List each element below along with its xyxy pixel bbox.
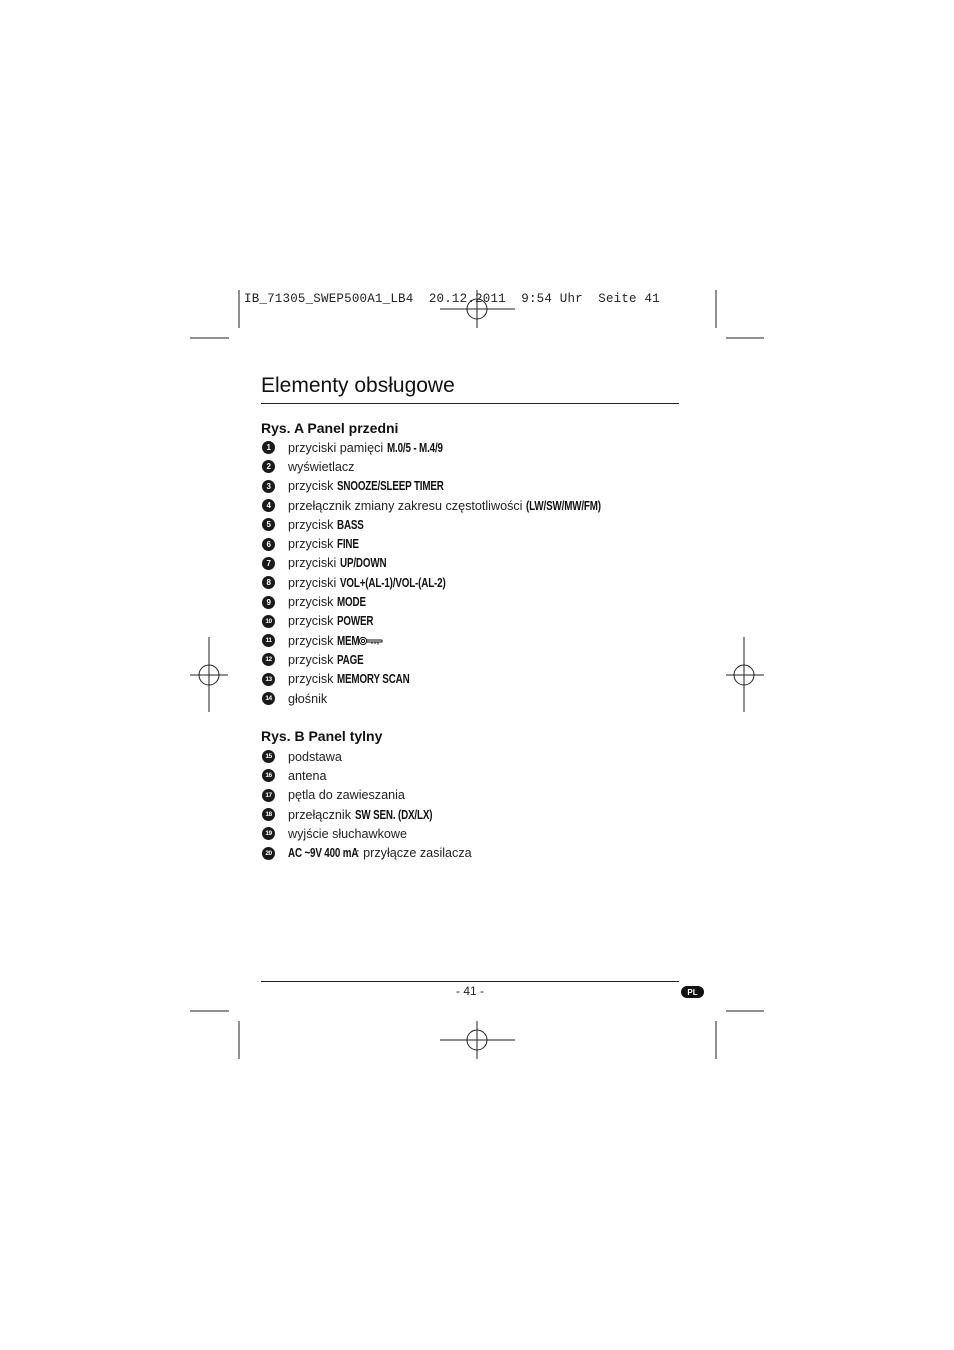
item-number: 10: [262, 615, 275, 628]
item-key-label: MEM: [337, 633, 360, 648]
item-number: 1: [262, 441, 275, 454]
section-heading-front-panel: Rys. A Panel przedni: [261, 420, 399, 436]
item-number: 7: [262, 557, 275, 570]
item-number: 9: [262, 596, 275, 609]
item-number: 17: [262, 789, 275, 802]
item-key-label: M.0/5 - M.4/9: [387, 440, 444, 455]
item-key-label: VOL+(AL-1)/VOL-(AL-2): [340, 575, 446, 590]
item-text: przycisk: [288, 614, 334, 629]
list-item: [262, 534, 623, 553]
list-item: [262, 496, 623, 515]
list-item: [262, 554, 623, 573]
footer-divider: [261, 981, 679, 982]
key-icon: [358, 636, 384, 646]
list-item: [262, 650, 623, 669]
item-text: przycisk: [288, 633, 334, 648]
list-item: [262, 457, 623, 476]
item-text: podstawa: [288, 749, 342, 764]
item-number: 14: [262, 692, 275, 705]
list-item: [262, 573, 623, 592]
back-panel-list: [262, 747, 472, 863]
item-number: 5: [262, 518, 275, 531]
item-text: pętla do zawieszania: [288, 788, 405, 803]
item-text: : przyłącze zasilacza: [356, 846, 472, 861]
item-text: przycisk: [288, 652, 334, 667]
item-number: 20: [262, 847, 275, 860]
item-text: przycisk: [288, 537, 334, 552]
list-item: [262, 747, 472, 766]
list-item: [262, 670, 623, 689]
item-number: 13: [262, 673, 275, 686]
item-number: 12: [262, 653, 275, 666]
item-key-label: SNOOZE/SLEEP TIMER: [337, 479, 445, 494]
item-key-label: MODE: [337, 595, 367, 610]
list-item: [262, 766, 472, 785]
item-number: 2: [262, 460, 275, 473]
item-key-label: (LW/SW/MW/FM): [526, 498, 602, 513]
item-number: 18: [262, 808, 275, 821]
item-key-label: BASS: [337, 517, 365, 532]
list-item: [262, 515, 623, 534]
item-text: przyciski pamięci: [288, 440, 384, 455]
title-divider: [261, 403, 679, 404]
item-number: 19: [262, 827, 275, 840]
list-item: [262, 592, 623, 611]
item-text: przyciski: [288, 575, 337, 590]
item-key-label: SW SEN. (DX/LX): [355, 807, 433, 822]
item-number: 8: [262, 576, 275, 589]
item-text: przycisk: [288, 595, 334, 610]
list-item: [262, 438, 623, 457]
item-text: przełącznik zmiany zakresu częstotliwości: [288, 498, 523, 513]
item-number: 15: [262, 750, 275, 763]
item-text: wyjście słuchawkowe: [288, 826, 407, 841]
item-text: antena: [288, 768, 327, 783]
list-item: [262, 805, 472, 824]
item-key-label: AC ~9V 400 mA: [288, 846, 359, 861]
item-number: 11: [262, 634, 275, 647]
item-key-label: FINE: [337, 537, 360, 552]
page-title: Elementy obsługowe: [261, 374, 455, 397]
item-key-label: PAGE: [337, 652, 364, 667]
front-panel-list: [262, 438, 623, 708]
item-key-label: MEMORY SCAN: [337, 672, 410, 687]
item-text: przycisk: [288, 479, 334, 494]
language-badge: PL: [681, 986, 704, 998]
list-item: [262, 612, 623, 631]
list-item: [262, 631, 623, 650]
item-text: przełącznik: [288, 807, 351, 822]
item-number: 3: [262, 480, 275, 493]
page-number: - 41 -: [455, 984, 484, 998]
list-item: [262, 477, 623, 496]
list-item: [262, 689, 623, 708]
item-text: przyciski: [288, 556, 337, 571]
print-slug: IB_71305_SWEP500A1_LB4 20.12.2011 9:54 Uhr Seite 41: [244, 292, 660, 306]
item-key-label: POWER: [337, 614, 374, 629]
item-text: przycisk: [288, 517, 334, 532]
item-text: głośnik: [288, 691, 328, 706]
item-text: przycisk: [288, 672, 334, 687]
item-number: 4: [262, 499, 275, 512]
section-heading-back-panel: Rys. B Panel tylny: [261, 728, 383, 744]
list-item: [262, 824, 472, 843]
item-text: wyświetlacz: [288, 459, 355, 474]
item-number: 16: [262, 769, 275, 782]
list-item: [262, 786, 472, 805]
item-number: 6: [262, 538, 275, 551]
list-item: [262, 843, 472, 862]
item-key-label: UP/DOWN: [340, 556, 387, 571]
